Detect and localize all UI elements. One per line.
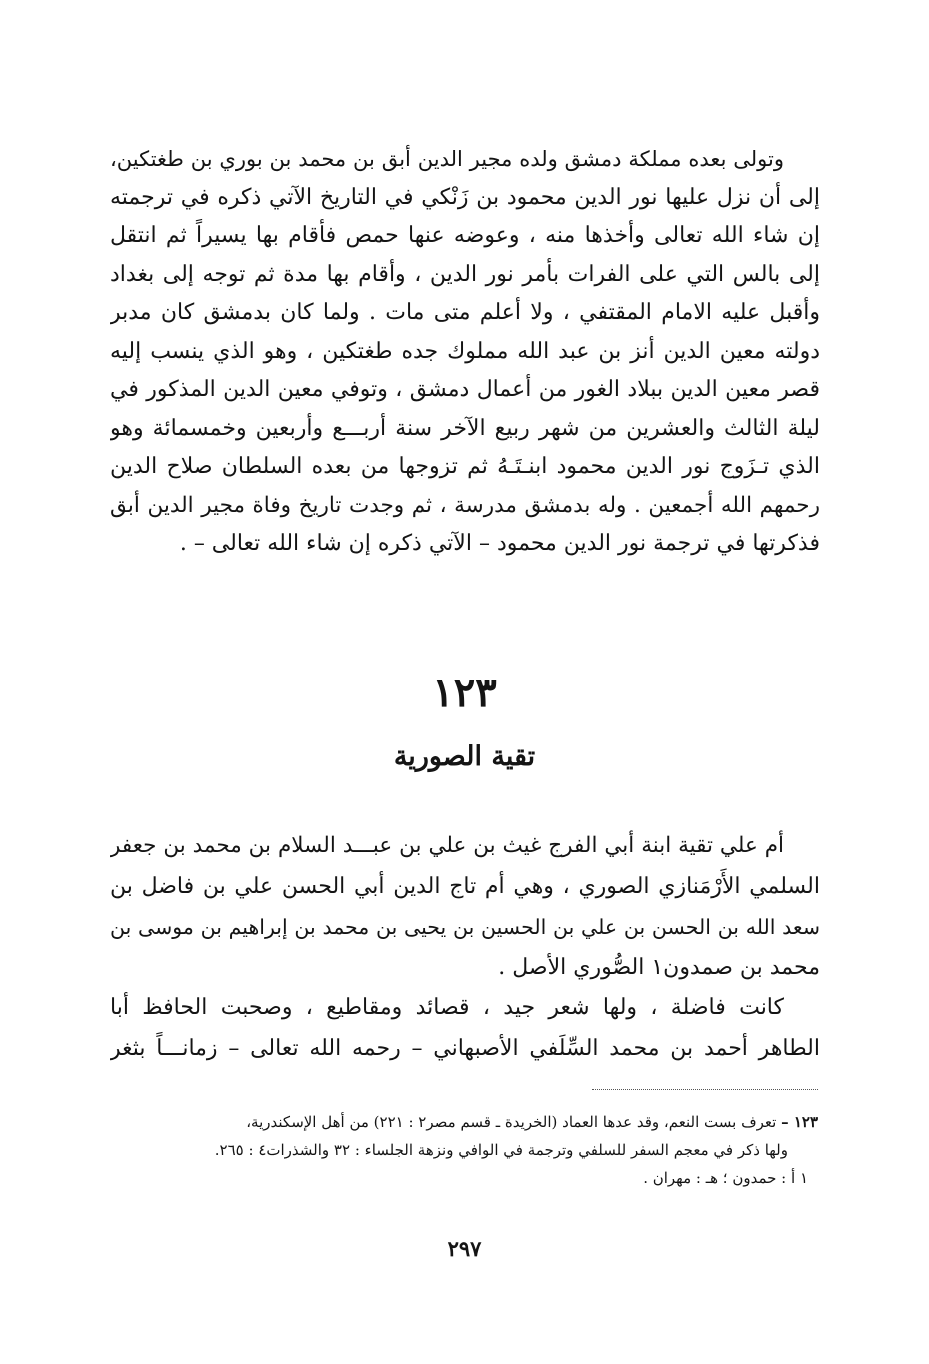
footnotes	[100, 1108, 818, 1192]
text-line: الطاهر أحمد بن محمد السِّلَفي الأصبهاني – رحمه الله تعالى – زمانـــاً بثغر	[110, 1035, 820, 1061]
text-line: وتولى بعده مملكة دمشق ولده مجير الدين أبق بن محمد بن بوري بن طغتكين،	[110, 147, 784, 171]
footnote-line: ١ أ : حمدون ؛ هـ : مهران .	[643, 1169, 808, 1187]
text-line: السلمي الأَرْمَنازي الصوري ، وهي أم تاج الدين أبي الحسن علي بن فاضل بن	[110, 873, 820, 899]
text-line: رحمهم الله أجمعين . وله بدمشق مدرسة ، ثم وجدت تاريخ وفاة مجير الدين أبق	[110, 492, 820, 518]
footnote-line: ولها ذكر في معجم السفر للسلفي وترجمة في الوافي ونزهة الجلساء : ٣٢ والشذرات٤ : ٢٦٥.	[214, 1141, 788, 1159]
text-line: فذكرتها في ترجمة نور الدين محمود – الآتي ذكره إن شاء الله تعالى – .	[179, 531, 820, 556]
entry-number: ١٢٣	[432, 669, 497, 716]
previous-biography-continuation	[110, 140, 820, 564]
text-line: ليلة الثالث والعشرين من شهر ربيع الآخر سنة أربـــع وأربعين وخمسمائة وهو	[110, 415, 820, 441]
page-number: ٢٩٧	[447, 1236, 482, 1261]
entry-body	[110, 826, 820, 1069]
text-line: دولته معين الدين أنز بن عبد الله مملوك جده طغتكين ، وهو الذي ينسب إليه	[110, 338, 820, 364]
footnote-text: تعرف بست النعم، وقد عدها العماد (الخريدة ـ قسم مصر٢ : ٢٢١) من أهل الإسكندرية،	[246, 1113, 777, 1131]
text-line: أم علي تقية ابنة أبي الفرج غيث بن علي بن عبـــد السلام بن محمد بن جعفر	[110, 833, 784, 858]
footnote-divider	[592, 1089, 818, 1090]
entry-title: تقية الصورية	[393, 741, 536, 772]
text-line: سعد الله بن الحسن بن علي بن الحسين بن يحيى بن محمد بن إبراهيم بن موسى بن	[110, 915, 820, 939]
text-line: وأقبل عليه الامام المقتفي ، ولا أعلم متى مات . ولما كان بدمشق كان مدبر	[110, 300, 820, 325]
footnote-line	[100, 1108, 818, 1136]
text-line: قصر معين الدين ببلاد الغور من أعمال دمشق ، وتوفي معين الدين المذكور في	[110, 377, 820, 402]
text-line: كانت فاضلة ، ولها شعر جيد ، قصائد ومقاطيع ، وصحبت الحافظ أبا	[110, 995, 784, 1020]
text-line: إلى أن نزل عليها نور الدين محمود بن زَنْكي في التاريخ الآتي ذكره في ترجمته	[110, 184, 820, 210]
footnote-entry-number: ١٢٣ –	[781, 1113, 818, 1131]
text-line: إلى بالس التي على الفرات بأمر نور الدين ، وأقام بها مدة ثم توجه إلى بغداد	[110, 261, 820, 287]
text-line: إن شاء الله تعالى وأخذها منه ، وعوضه عنها حمص فأقام بها يسيراً ثم انتقل	[110, 223, 820, 248]
text-line: الذي تـزَوج نور الدين محمود ابنـتَـهُ ثم تزوجها من بعده السلطان صلاح الدين	[110, 454, 820, 479]
text-line: محمد بن صمدون١ الصُّوري الأصل .	[498, 954, 820, 980]
